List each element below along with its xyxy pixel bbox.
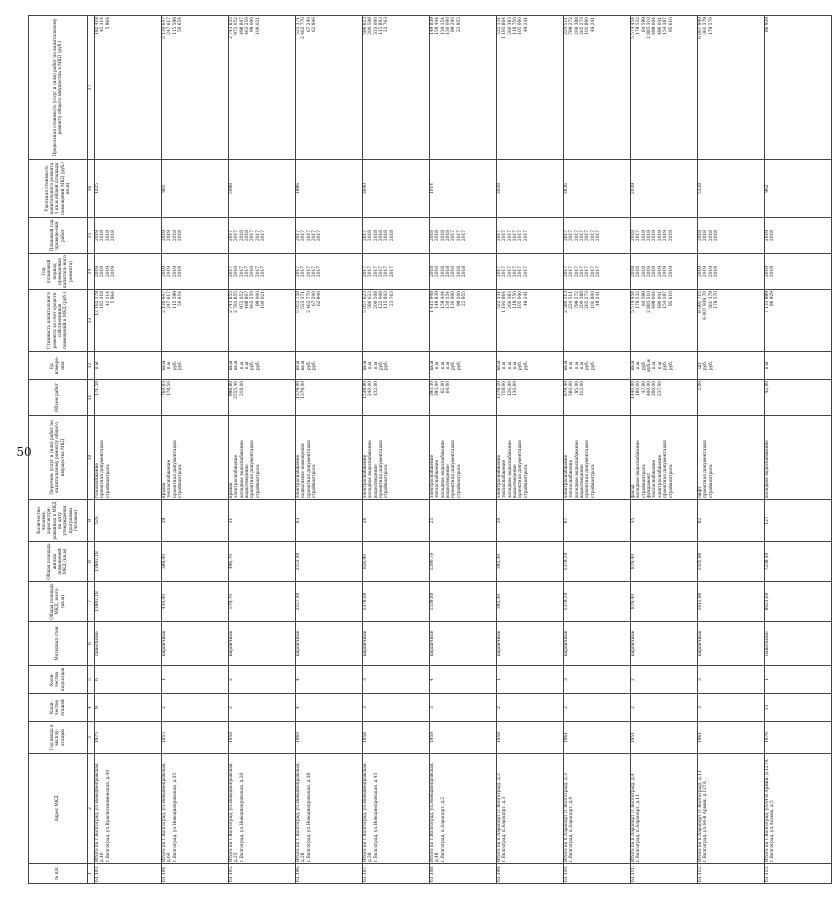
cell-floors: 2: [631, 694, 698, 722]
cell-ppl: 20: [497, 500, 564, 542]
cell-unit: кв.м кв.м руб. руб.: [296, 352, 363, 380]
cell-area: 8023,60: [765, 582, 832, 622]
cell-floors: 4: [296, 694, 363, 722]
cell-works: электроснабжение теплоснабжение холодное водоснабжение водоотведение проектная документация стройконтроль: [564, 416, 631, 500]
cell-works: крыша электроснабжение холодное водоснабжение водоотведение проектная документация стройконтроль: [229, 416, 296, 500]
cell-no: 63.111.: [631, 864, 698, 884]
cell-works: фасад холодное водоснабжение стройконтроль фундамент теплоснабжение электроснабжение проектная документация стройконтроль: [631, 416, 698, 500]
cell-works: холодное водоснабжение: [765, 416, 832, 500]
table-row: [765, 16, 832, 884]
cell-wall: кирпичные: [363, 622, 430, 666]
column-header-7: Общая площадь МКД, всего (кв.м): [29, 582, 88, 622]
column-number-9: 9: [88, 500, 95, 542]
cell-liv: 496,70: [229, 542, 296, 582]
cell-py: 2017 2017 2018 2018 2017 2017 2017: [229, 218, 296, 254]
column-number-6: 6: [88, 622, 95, 666]
cell-year: 1951: [631, 722, 698, 754]
table-row: [95, 16, 162, 884]
cell-spec: 1014: [430, 160, 497, 218]
cell-addr: Итого по г.Волгоград, ул.Новоднепровская, д.60 г.Волгоград, ул.Новоднепровская, д.35: [162, 754, 229, 864]
cell-liv: 1290,70: [430, 542, 497, 582]
cell-unit: кв.м п.м п.м п.м руб. руб.: [564, 352, 631, 380]
column-header-4: Коли-чество этажей: [29, 694, 88, 722]
cell-area: 1379,50: [564, 582, 631, 622]
cell-floors: 3: [430, 694, 497, 722]
cell-entr: 2: [631, 666, 698, 694]
cell-floors: 2: [162, 694, 229, 722]
cell-py: 2017 2018 2018 2018 2018 2018: [363, 218, 430, 254]
cell-py: 2017 2017 2017 2017 2017 2017: [497, 218, 564, 254]
cell-addr: Итого по п.Аэропорт (г.Волгоград), д.3 г.Волгоград, п.Аэропорт, д.4: [564, 754, 631, 864]
cell-unit: кв.м п.м п.м п.м руб. руб.: [430, 352, 497, 380]
cell-vol: 998,80 2555,40 218,00: [229, 380, 296, 416]
column-number-11: 11: [88, 380, 95, 416]
cell-year: 1961: [564, 722, 631, 754]
cell-cost: 12 182 179 182 418 41 114 5 964: [95, 290, 162, 352]
cell-entr: 1: [162, 666, 229, 694]
cell-spec: 5328: [698, 160, 765, 218]
cell-yr: 2017 2017 2017 2017 2017 2017 2017: [564, 254, 631, 290]
cell-yr: 2018 2018 2018 2018 2018 2018 2018: [430, 254, 497, 290]
cell-ppl: 26: [363, 500, 430, 542]
cell-lim: 525 371 2 462 770 67 200 62 946: [296, 16, 363, 160]
cell-liv: 13842,18: [95, 542, 162, 582]
cell-wall: панельные: [765, 622, 832, 666]
cell-no: 63.109.: [497, 864, 564, 884]
column-header-3: Год ввода в эксплу-атацию: [29, 722, 88, 754]
cell-vol: 2,00: [698, 380, 765, 416]
cell-unit: кв.м п.м п.м руб. руб.: [363, 352, 430, 380]
cell-cost: 8 095 715 6 007 939,70 361 379 179 570: [698, 290, 765, 352]
cell-unit: кв.м п.м п.м п.м руб. руб.: [497, 352, 564, 380]
cell-entr: 4: [296, 666, 363, 694]
cell-liv: 2551,40: [296, 542, 363, 582]
cell-ppl: 67: [564, 500, 631, 542]
cell-spec: 985: [162, 160, 229, 218]
cell-no: 63.113.: [765, 864, 832, 884]
cell-vol: 879,40 580,00 95,00 112,00: [564, 380, 631, 416]
cell-yr: 2019 2018: [765, 254, 832, 290]
column-number-2: 2: [88, 754, 95, 864]
table-row: [564, 16, 631, 884]
column-number-5: 5: [88, 666, 95, 694]
cell-unit: кв.м п.м руб. руб.: [162, 352, 229, 380]
cell-area: 393,30: [497, 582, 564, 622]
cell-works: лифт проектная документация стройконтроль: [698, 416, 765, 500]
cell-yr: 2017 2017 2017 2017 2017 2017: [363, 254, 430, 290]
cell-addr: Итого по п.Аэропорт (г.Волгоград), д.2 г.Волгоград, п.Аэропорт, д.3: [497, 754, 564, 864]
cell-entr: 1: [765, 666, 832, 694]
column-header-6: Материал стен: [29, 622, 88, 666]
cell-py: 2018 2018 2018 2018: [698, 218, 765, 254]
cell-addr: Итого по г.Волгоград, ул.Новоднепровская, д.28 г.Волгоград, ул.Новоднепровская, д.38: [296, 754, 363, 864]
cell-spec: 1025: [95, 160, 162, 218]
cell-wall: кирпичные: [497, 622, 564, 666]
cell-lim: 2 741 855 972 052 498 807 463 250 99 000 100 021: [229, 16, 296, 160]
column-number-1: 1: [88, 864, 95, 884]
cell-spec: 2039: [631, 160, 698, 218]
column-number-10: 10: [88, 416, 95, 500]
cell-works: газоснабжение проектная документация стройконтроль: [95, 416, 162, 500]
cell-lim: 522 131 1 191 864 260 383 118 750 105 000 49 241: [497, 16, 564, 160]
cell-vol: 393,30 393,00 62,00 64,00: [430, 380, 497, 416]
column-header-17: Предельная стоимость услуг и (или) работ по капитальному ремонту общего имущества в МКД (руб.): [29, 16, 88, 160]
cell-lim: 149 839 159 444 130 154 130 000 99 200 22 955: [430, 16, 497, 160]
cell-lim: 6 007 940 361 379 179 570: [698, 16, 765, 160]
cell-works: электроснабжение подвальные помещения проектная документация стройконтроль: [296, 416, 363, 500]
column-number-7: 7: [88, 582, 95, 622]
cell-wall: кирпичные: [698, 622, 765, 666]
cell-area: 414,00: [162, 582, 229, 622]
column-header-5: Коли-чество подъездов: [29, 666, 88, 694]
cell-year: 1961: [698, 722, 765, 754]
column-header-8: Общая площадь жилых помещений МКД (кв.м): [29, 542, 88, 582]
table-body: [95, 16, 832, 884]
cell-wall: кирпичные: [162, 622, 229, 666]
cell-liv: 389,00: [162, 542, 229, 582]
cell-yr: 2017 2017 2017 2017 2017 2017: [497, 254, 564, 290]
cell-year: 1958: [363, 722, 430, 754]
cell-works: электроснабжение теплоснабжение холодное водоснабжение водоотведение проектная документация стройконтроль: [430, 416, 497, 500]
header-row: [29, 16, 88, 884]
cell-year: 1958: [229, 722, 296, 754]
cell-no: 63.103.: [95, 864, 162, 884]
cell-lim: 86 929: [765, 16, 832, 160]
cell-entr: 3: [698, 666, 765, 694]
table-row: [698, 16, 765, 884]
cell-spec: 5098: [229, 160, 296, 218]
table-row: [497, 16, 564, 884]
cell-year: 1955: [162, 722, 229, 754]
cell-ppl: 82: [698, 500, 765, 542]
cell-py: 2017 2017 2017 2017 2017: [296, 218, 363, 254]
cell-area: 13842,18: [95, 582, 162, 622]
cell-area: 1379,00: [363, 582, 430, 622]
column-header-11: Объем работ: [29, 380, 88, 416]
page-number: 50: [16, 445, 32, 459]
cell-floors: 2: [497, 694, 564, 722]
cell-yr: 2019 2019 2019 2019: [95, 254, 162, 290]
cell-yr: 2019 2019 2019 2019: [698, 254, 765, 290]
cell-no: 63.107.: [363, 864, 430, 884]
cell-addr: Итого по г.Волгоград, ул.Новоднепровская, д.23 г.Волгоград, ул.Новоднепровская, д.28: [229, 754, 296, 864]
cell-works: электроснабжение теплоснабжение холодное водоснабжение водоотведение проектная документация стройконтроль: [497, 416, 564, 500]
cell-addr: Итого по г.Волгоград, ул.Новоднепровская, д.48 г.Волгоград, п.Аэропорт, д.2: [430, 754, 497, 864]
cell-year: 1975: [95, 722, 162, 754]
cell-addr: Итого по п.Аэропорт (г.Волгоград), д.11 г.Волгоград, ул.64-й Армии, д.127А: [698, 754, 765, 864]
table-row: [363, 16, 430, 884]
cell-vol: 1379,50 718,00 126,00 130,00: [497, 380, 564, 416]
column-header-15: Плановый год проведе-ния работ: [29, 218, 88, 254]
cell-spec: 3640: [363, 160, 430, 218]
cell-py: 2019 2018: [765, 218, 832, 254]
cell-py: 2019 2018 2018 2018: [95, 218, 162, 254]
cell-liv: 393,30: [497, 542, 564, 582]
column-header-2: Адрес МКД: [29, 754, 88, 864]
table-row: [631, 16, 698, 884]
cell-lim: 224 511 799 272 200 388 265 273 101 800 49 241: [564, 16, 631, 160]
cell-lim: 182 418 41 114 5 964: [95, 16, 162, 160]
cell-no: 63.104.: [162, 864, 229, 884]
cell-yr: 2019 2019 2019 2019: [162, 254, 229, 290]
cell-wall: кирпичные: [631, 622, 698, 666]
cell-liv: 7238,40: [765, 542, 832, 582]
table-row: [162, 16, 229, 884]
cell-wall: кирпичные: [229, 622, 296, 666]
column-number-3: 3: [88, 722, 95, 754]
cell-floors: 13: [765, 694, 832, 722]
table-row: [430, 16, 497, 884]
cell-wall: панельные: [95, 622, 162, 666]
cell-cost: 5 057 623 586 623 200 508 122 008 115 803 23 763: [363, 290, 430, 352]
cell-no: 63.106.: [296, 864, 363, 884]
cell-py: 2017 2017 2017 2017 2017 2017 2017: [564, 218, 631, 254]
column-number-8: 8: [88, 542, 95, 582]
cell-lim: 5 574 454 178 532 84 599 2 885 310 499 004 490 041 154 187 95 610: [631, 16, 698, 160]
cell-ppl: 35: [631, 500, 698, 542]
cell-spec: 1986: [296, 160, 363, 218]
cell-unit: п.м: [95, 352, 162, 380]
cell-entr: 3: [564, 666, 631, 694]
cell-cost: 522 131 1 191 864 260 383 118 750 105 000 49 241: [497, 290, 564, 352]
cell-ppl: 63: [296, 500, 363, 542]
column-number-row: [88, 16, 95, 884]
cell-lim: 586 623 200 508 333 000 115 803 23 763: [363, 16, 430, 160]
cell-unit: шт руб. руб.: [698, 352, 765, 380]
cell-cost: 5 574 454 178 532 84 599 2 885 310 499 004 490 041 154 187 95 610: [631, 290, 698, 352]
column-number-4: 4: [88, 694, 95, 722]
cell-ppl: 19: [162, 500, 229, 542]
cell-unit: кв.м кв.м п.м п.м руб. руб.: [229, 352, 296, 380]
cell-spec: 962: [765, 160, 832, 218]
cell-liv: 1379,50: [564, 542, 631, 582]
cell-entr: 1: [497, 666, 564, 694]
cell-cost: 1 415 948 149 839 159 444 130 154 130 000 99 200 22 955: [430, 290, 497, 352]
column-number-17: 17: [88, 16, 95, 160]
cell-no: 63.110.: [564, 864, 631, 884]
cell-ppl: 127: [765, 500, 832, 542]
column-number-13: 13: [88, 290, 95, 352]
cell-spec: 3028: [497, 160, 564, 218]
column-number-15: 15: [88, 218, 95, 254]
column-header-12: Ед. измере-ния: [29, 352, 88, 380]
cell-wall: кирпичные: [564, 622, 631, 666]
column-header-13: Стоимость капитального ремонта за счет средств собственников помещений в МКД (руб.): [29, 290, 88, 352]
cell-wall: кирпичные: [296, 622, 363, 666]
cell-year: 1976: [765, 722, 832, 754]
cell-floors: 2: [564, 694, 631, 722]
cell-liv: 879,40: [631, 542, 698, 582]
cell-yr: 2017 2017 2017 2017 2017: [296, 254, 363, 290]
cell-area: 2557,40: [296, 582, 363, 622]
cell-unit: кв.м п.м руб. куб.м п.м п.м руб. руб.: [631, 352, 698, 380]
capital-repair-table: [28, 15, 832, 884]
cell-unit: п.м: [765, 352, 832, 380]
cell-vol: 1379,00 1379,00: [296, 380, 363, 416]
cell-addr: Итого по п.Аэропорт (г.Волгоград), д.4 г.Волгоград, п.Аэропорт, д.11: [631, 754, 698, 864]
cell-year: 1960: [296, 722, 363, 754]
cell-area: 1539,80: [430, 582, 497, 622]
cell-vol: 1539,80 240,00 132,00: [363, 380, 430, 416]
cell-cost: 2 130 647 247 617 115 599 50 654: [162, 290, 229, 352]
column-header-9: Количество человек, зарегистри-рованных в МКД на дату утверждения программы (человек): [29, 500, 88, 542]
cell-cost: 2 580 513 224 511 799 272 200 388 265 273 101 800 49 241: [564, 290, 631, 352]
cell-vol: 42,00: [765, 380, 832, 416]
cell-vol: 760,03 178,50: [162, 380, 229, 416]
cell-floors: 3: [698, 694, 765, 722]
cell-entr: 2: [229, 666, 296, 694]
rotated-table-page: [28, 16, 776, 884]
cell-works: электроснабжение холодное водоснабжение водоотведение проектная документация стройконтроль: [363, 416, 430, 500]
cell-area: 579,70: [229, 582, 296, 622]
cell-liv: 856,90: [363, 542, 430, 582]
cell-ppl: 526: [95, 500, 162, 542]
cell-wall: кирпичные: [430, 622, 497, 666]
table-row: [229, 16, 296, 884]
column-header-1: № п/п: [29, 864, 88, 884]
cell-works: крыша теплоснабжение проектная документация стройконтроль: [162, 416, 229, 500]
cell-floors: 2: [229, 694, 296, 722]
column-header-16: Удельная стоимость капитального ремонта 1 кв.м общей площади помещений МКД (руб./кв.м): [29, 160, 88, 218]
cell-ppl: 31: [229, 500, 296, 542]
cell-vol: 1440,00 180,00 47,00 400,00 300,00 237,00: [631, 380, 698, 416]
cell-area: 1615,90: [698, 582, 765, 622]
cell-entr: 4: [430, 666, 497, 694]
column-header-14: Год (плановый период проведения капиталь-ного ремонта): [29, 254, 88, 290]
cell-py: 2018 2018 2018 2018 2017 2017 2017: [430, 218, 497, 254]
cell-vol: 171,50: [95, 380, 162, 416]
cell-no: 63.112.: [698, 864, 765, 884]
cell-year: 1959: [430, 722, 497, 754]
cell-no: 63.108.: [430, 864, 497, 884]
cell-no: 63.105.: [229, 864, 296, 884]
cell-cost: 2 741 855 2 781 855 972 052 498 807 463 250 99 000 100 021: [229, 290, 296, 352]
cell-floors: 9: [95, 694, 162, 722]
cell-liv: 1505,90: [698, 542, 765, 582]
cell-yr: 2018 2018 2018 2019 2019 2019 2019 2019: [631, 254, 698, 290]
column-number-16: 16: [88, 160, 95, 218]
column-number-14: 14: [88, 254, 95, 290]
cell-entr: 3: [363, 666, 430, 694]
cell-spec: 3836: [564, 160, 631, 218]
cell-lim: 2 130 647 247 617 115 599 50 654: [162, 16, 229, 160]
cell-yr: 2017 2018 2017 2017 2018 2017 2017: [229, 254, 296, 290]
cell-addr: Итого по г.Волгоград, ул.64-й Армии, д.127А г.Волгоград, ул.Асеева, д.5: [765, 754, 832, 864]
cell-py: 2019 2019 2018 2018: [162, 218, 229, 254]
cell-floors: 3: [363, 694, 430, 722]
table-row: [296, 16, 363, 884]
cell-area: 879,40: [631, 582, 698, 622]
cell-cost: 7 131 989 86 929: [765, 290, 832, 352]
column-header-10: Перечень услуг и (или) работ по капитальному ремонту общего имущества МКД: [29, 416, 88, 500]
cell-entr: 6: [95, 666, 162, 694]
cell-addr: Итого по г.Волгоград, ул.Новоднепровская, д.40 г.Волгоград, ул.Краснознаменская, д.40: [95, 754, 162, 864]
cell-year: 1958: [497, 722, 564, 754]
cell-cost: 5 055 758 525 371 2 462 770 67 200 62 946: [296, 290, 363, 352]
cell-addr: Итого по г.Волгоград, ул.Новоднепровская, д.38 г.Волгоград, ул.Новоднепровская, д.43: [363, 754, 430, 864]
cell-ppl: 25: [430, 500, 497, 542]
cell-py: 2018 2017 2018 2018 2019 2019 2019 2019: [631, 218, 698, 254]
column-number-12: 12: [88, 352, 95, 380]
